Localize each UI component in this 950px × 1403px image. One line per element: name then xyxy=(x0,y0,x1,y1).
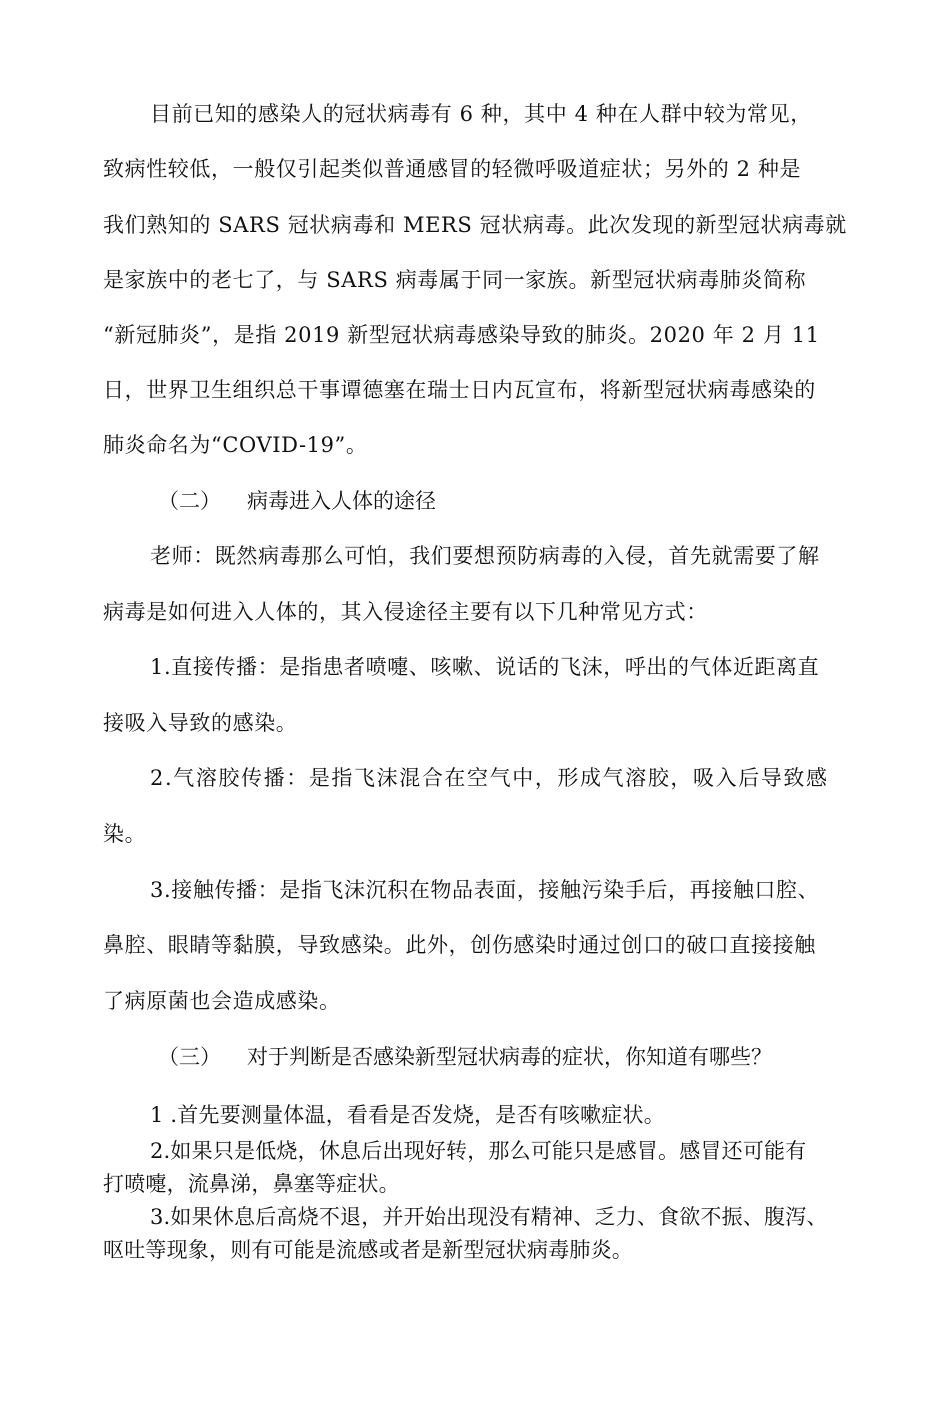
route-3-line-1: 3.接触传播：是指飞沫沉积在物品表面，接触污染手后，再接触口腔、 xyxy=(150,878,820,902)
symptom-item-2-line-1: 2.如果只是低烧，休息后出现好转，那么可能只是感冒。感冒还可能有 xyxy=(150,1139,807,1163)
intro-line-4: 是家族中的老七了，与 SARS 病毒属于同一家族。新型冠状病毒肺炎简称 xyxy=(103,268,807,292)
route-3-line-2: 鼻腔、眼睛等黏膜，导致感染。此外，创伤感染时通过创口的破口直接接触 xyxy=(103,933,816,957)
symptom-item-3-line-1: 3.如果休息后高烧不退，并开始出现没有精神、乏力、食欲不振、腹泻、 xyxy=(150,1205,828,1229)
intro-line-1: 目前已知的感染人的冠状病毒有 6 种，其中 4 种在人群中较为常见， xyxy=(150,102,812,126)
route-1-line-1: 1.直接传播：是指患者喷嚏、咳嗽、说话的飞沫，呼出的气体近距离直 xyxy=(150,655,820,679)
section2-number: （二） xyxy=(158,489,221,513)
route-2-line-2: 染。 xyxy=(103,822,147,846)
section3-heading xyxy=(158,1043,772,1071)
route-1-line-2: 接吸入导致的感染。 xyxy=(103,711,298,735)
route-2-line-1: 2.气溶胶传播：是指飞沫混合在空气中，形成气溶胶，吸入后导致感 xyxy=(150,766,829,790)
intro-line-6: 日，世界卫生组织总干事谭德塞在瑞士日内瓦宣布，将新型冠状病毒感染的 xyxy=(103,378,816,402)
symptom-item-1-line-1: 1 .首先要测量体温，看看是否发烧，是否有咳嗽症状。 xyxy=(150,1103,665,1127)
intro-line-7: 肺炎命名为“COVID-19”。 xyxy=(103,433,368,457)
section3-number: （三） xyxy=(158,1045,221,1069)
section2-heading xyxy=(158,487,436,515)
intro-line-3: 我们熟知的 SARS 冠状病毒和 MERS 冠状病毒。此次发现的新型冠状病毒就 xyxy=(103,213,847,237)
intro-line-5: “新冠肺炎”，是指 2019 新型冠状病毒感染导致的肺炎。2020 年 2 月 11 xyxy=(103,323,820,347)
teacher-intro-line-2: 病毒是如何进入人体的，其入侵途径主要有以下几种常见方式： xyxy=(103,600,708,624)
section2-title: 病毒进入人体的途径 xyxy=(247,489,436,513)
symptom-item-2-line-2: 打喷嚏，流鼻涕，鼻塞等症状。 xyxy=(103,1172,400,1196)
teacher-intro-line-1: 老师：既然病毒那么可怕，我们要想预防病毒的入侵，首先就需要了解 xyxy=(150,544,820,568)
intro-line-2: 致病性较低，一般仅引起类似普通感冒的轻微呼吸道症状；另外的 2 种是 xyxy=(103,157,802,181)
section3-title: 对于判断是否感染新型冠状病毒的症状，你知道有哪些？ xyxy=(247,1045,772,1069)
symptom-item-3-line-2: 呕吐等现象，则有可能是流感或者是新型冠状病毒肺炎。 xyxy=(103,1238,633,1262)
route-3-line-3: 了病原菌也会造成感染。 xyxy=(103,989,341,1013)
